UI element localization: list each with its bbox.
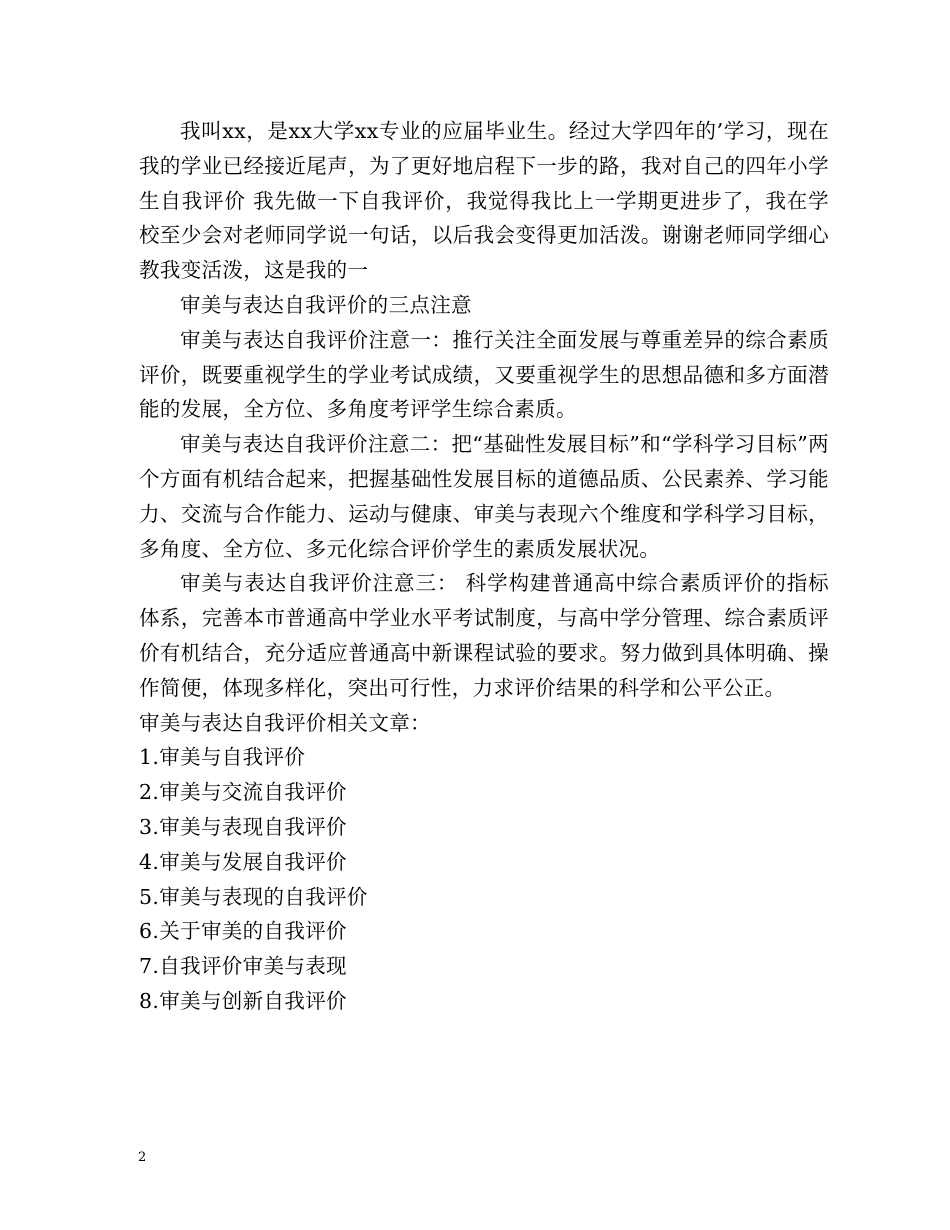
related-articles-list <box>139 740 829 1018</box>
related-articles-heading: 审美与表达自我评价相关文章： <box>139 710 431 735</box>
related-article-link[interactable]: 5.审美与表现的自我评价 <box>139 884 368 909</box>
related-article-link[interactable]: 7.自我评价审美与表现 <box>139 954 347 979</box>
intro-paragraph: 我叫xx，是xx大学xx专业的应届毕业生。经过大学四年的’学习，现在我的学业已经接近尾声，为了更好地启程下一步的路，我对自己的四年小学生自我评价 我先做一下自我评价，我觉得我比上一学期更进步了，我在学校至少会对老师同学说一句话，以后我会变得更加活泼。谢谢老师同学细心教我变活泼，这是我的一 <box>139 119 829 283</box>
related-article-link[interactable]: 2.审美与交流自我评价 <box>139 780 347 805</box>
note-two-paragraph: 审美与表达自我评价注意二：把“基础性发展目标”和“学科学习目标”两个方面有机结合起来，把握基础性发展目标的道德品质、公民素养、学习能力、交流与合作能力、运动与健康、审美与表现六个维度和学科学习目标，多角度、全方位、多元化综合评价学生的素质发展状况。 <box>139 432 829 561</box>
document-body <box>139 114 829 1019</box>
related-article-link[interactable]: 3.审美与表现自我评价 <box>139 814 347 839</box>
note-one-paragraph: 审美与表达自我评价注意一：推行关注全面发展与尊重差异的综合素质评价，既要重视学生的学业考试成绩，又要重视学生的思想品德和多方面潜能的发展，全方位、多角度考评学生综合素质。 <box>139 327 829 422</box>
section-title: 审美与表达自我评价的三点注意 <box>180 292 472 317</box>
page-number: 2 <box>138 1150 147 1165</box>
related-article-link[interactable]: 8.审美与创新自我评价 <box>139 988 347 1013</box>
related-article-link[interactable]: 4.审美与发展自我评价 <box>139 849 347 874</box>
related-article-link[interactable]: 1.审美与自我评价 <box>139 745 306 770</box>
related-article-link[interactable]: 6.关于审美的自我评价 <box>139 919 347 944</box>
note-three-paragraph: 审美与表达自我评价注意三： 科学构建普通高中综合素质评价的指标体系，完善本市普通高中学业水平考试制度，与高中学分管理、综合素质评价有机结合，充分适应普通高中新课程试验的要求。努力做到具体明确、操作简便，体现多样化，突出可行性，力求评价结果的科学和公平公正。 <box>139 571 829 700</box>
